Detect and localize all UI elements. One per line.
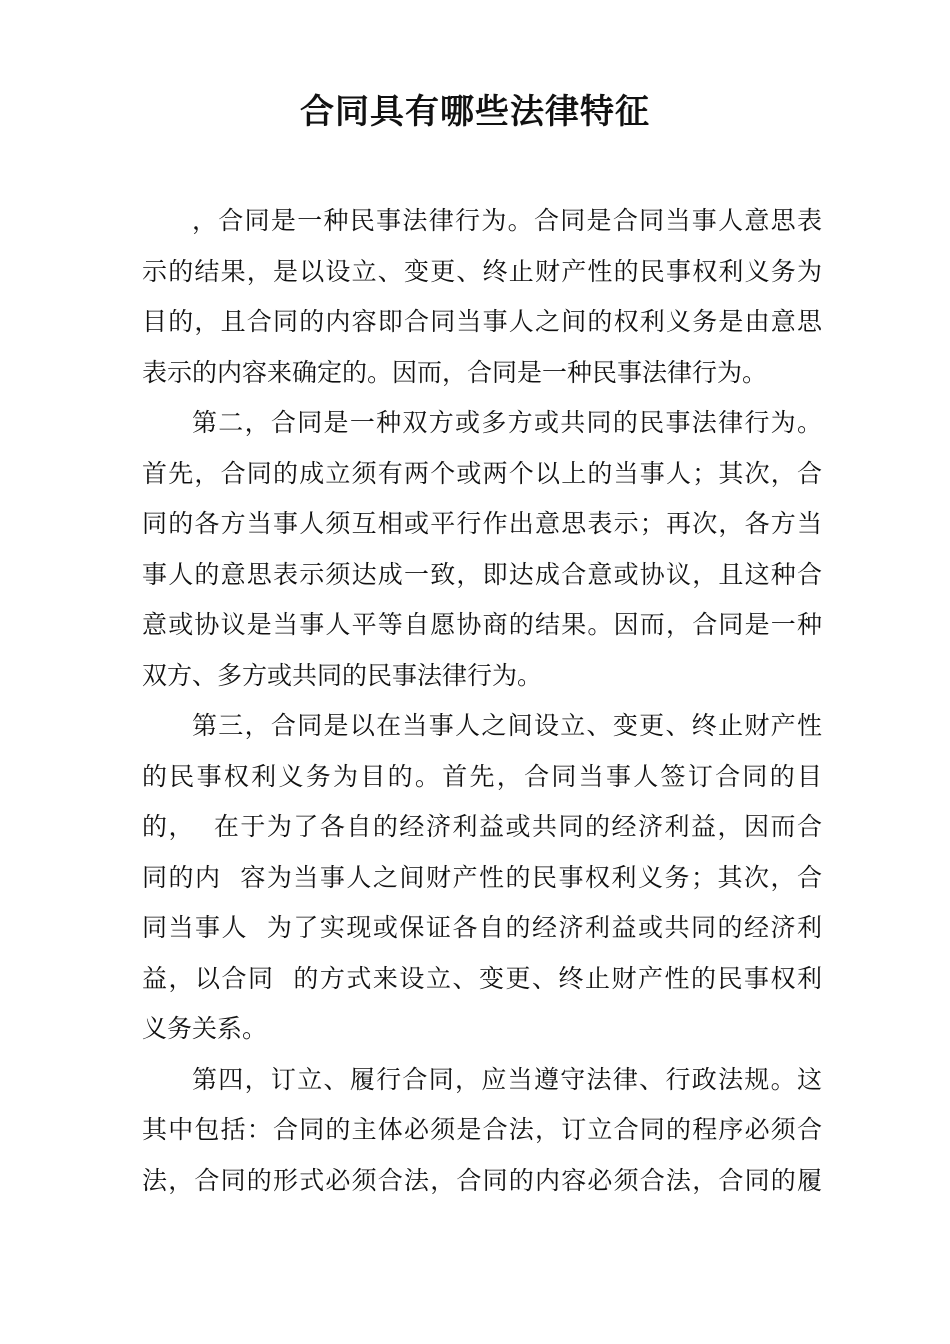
paragraph-line: 首先，合同的成立须有两个或两个以上的当事人；其次，合: [142, 458, 822, 488]
paragraph-line: 的， 在于为了各自的经济利益或共同的经济利益，因而合: [142, 812, 822, 841]
paragraph-line: 双方、多方或共同的民事法律行为。: [142, 660, 543, 690]
paragraph-line: 示的结果，是以设立、变更、终止财产性的民事权利义务为: [142, 256, 822, 286]
document-title: 合同具有哪些法律特征: [300, 92, 650, 132]
paragraph-line: 第二，合同是一种双方或多方或共同的民事法律行为。: [192, 408, 822, 437]
paragraph-line: 其中包括：合同的主体必须是合法，订立合同的程序必须合: [142, 1115, 822, 1144]
paragraph-line: 益，以合同 的方式来设立、变更、终止财产性的民事权利: [142, 963, 822, 993]
paragraph-4: [142, 1055, 822, 1207]
paragraph-2: [142, 398, 822, 701]
paragraph-line: 同的内 容为当事人之间财产性的民事权利义务；其次，合: [142, 862, 822, 892]
paragraph-line: ，合同是一种民事法律行为。合同是合同当事人意思表: [192, 206, 822, 235]
paragraph-line: 第三，合同是以在当事人之间设立、变更、终止财产性: [192, 711, 822, 740]
paragraph-line: 同当事人 为了实现或保证各自的经济利益或共同的经济利: [142, 913, 822, 942]
document-body: [142, 196, 822, 1206]
paragraph-line: 义务关系。: [142, 1014, 268, 1043]
paragraph-line: 第四，订立、履行合同，应当遵守法律、行政法规。这: [192, 1064, 822, 1094]
paragraph-line: 意或协议是当事人平等自愿协商的结果。因而，合同是一种: [142, 610, 822, 639]
paragraph-line: 表示的内容来确定的。因而，合同是一种民事法律行为。: [142, 357, 768, 387]
paragraph-line: 事人的意思表示须达成一致，即达成合意或协议，且这种合: [142, 559, 822, 589]
paragraph-line: 法，合同的形式必须合法，合同的内容必须合法，合同的履: [142, 1165, 822, 1195]
paragraph-line: 目的，且合同的内容即合同当事人之间的权利义务是由意思: [142, 307, 822, 336]
paragraph-1: [142, 196, 822, 398]
paragraph-3: [142, 701, 822, 1055]
paragraph-line: 的民事权利义务为目的。首先，合同当事人签订合同的目: [142, 761, 822, 791]
paragraph-line: 同的各方当事人须互相或平行作出意思表示；再次，各方当: [142, 509, 822, 538]
